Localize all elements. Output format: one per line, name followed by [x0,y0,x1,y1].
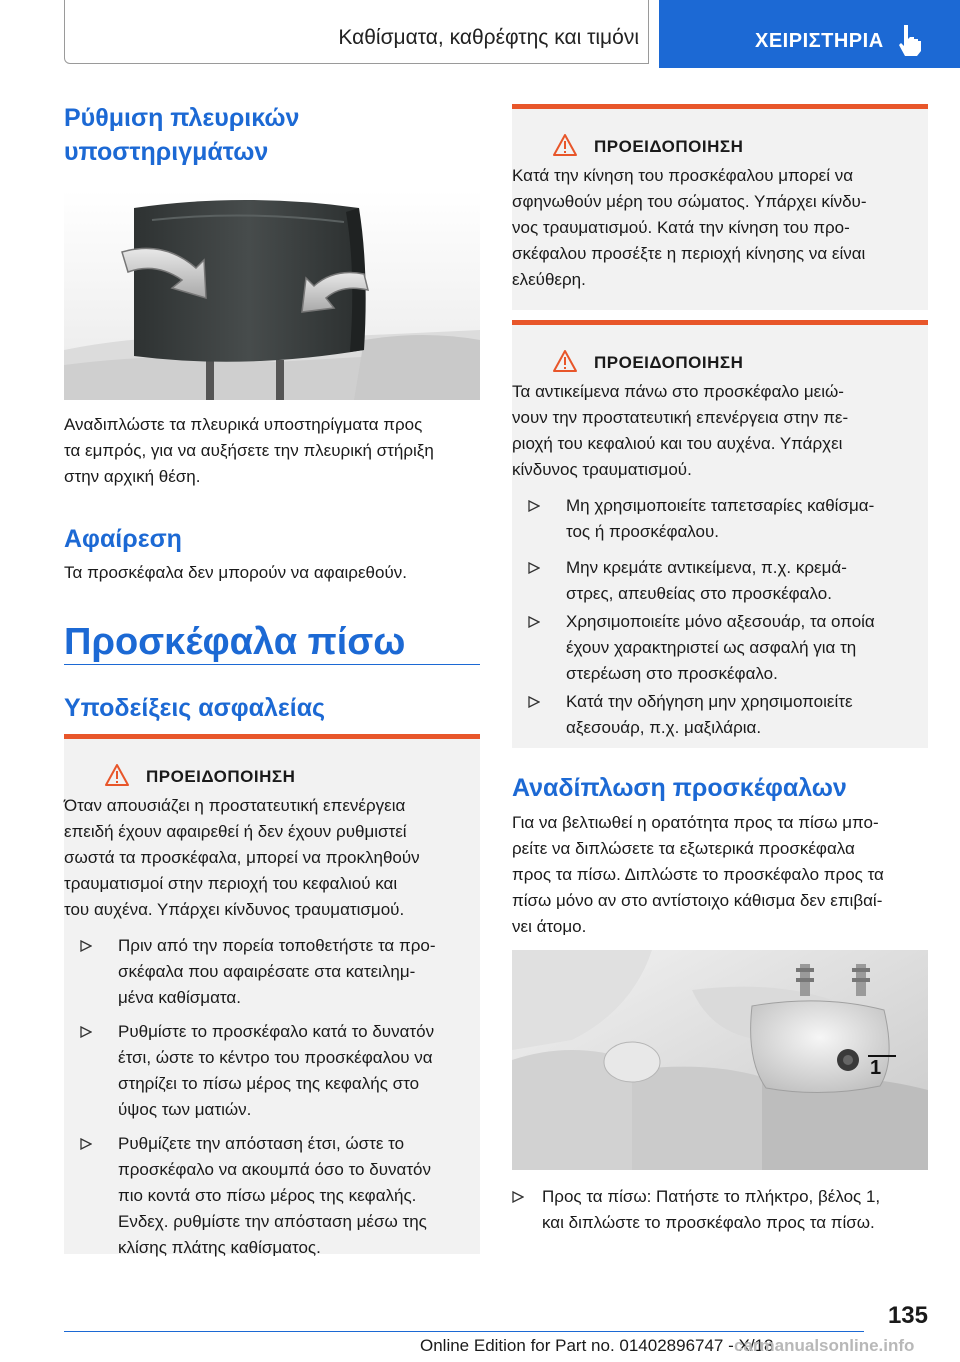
hand-pointer-icon [895,23,925,57]
warning-line-3: νος τραυματισμού. Κατά την κίνηση του προ- [512,218,850,237]
warning-triangle-icon [552,133,578,157]
folding-text-5: νει άτομο. [512,917,587,936]
list-item: Μη χρησιμοποιείτε ταπετσαρίες καθίσμα- τος ή προσκέφαλου. [528,493,928,547]
folding-text-4: πίσω μόνο αν στο αντίστοιχο κάθισμα δεν επιβαί- [512,891,883,910]
folding-heading: Αναδίπλωση προσκέφαλων [512,774,847,802]
removal-text: Τα προσκέφαλα δεν μπορούν να αφαιρεθούν. [64,563,407,582]
warning-line-1: Όταν απουσιάζει η προστατευτική επενέργεια [64,796,406,815]
bullet-triangle-icon [80,1138,92,1150]
bullet-triangle-icon [528,616,540,628]
side-support-text-3: στην αρχική θέση. [64,467,201,486]
section-title: Καθίσματα, καθρέφτης και τιμόνι [338,26,639,49]
tab-controls-label: ΧΕΙΡΙΣΤΗΡΙΑ [755,30,884,52]
removal-heading: Αφαίρεση [64,525,182,553]
list-item: Πριν από την πορεία τοποθετήστε τα προ- σκέφαλα που αφαιρέσατε στα κατειλημ- μένα καθίσματα. [80,933,480,1013]
warning-line-5: ελεύθερη. [512,270,586,289]
side-support-heading-2: υποστηριγμάτων [64,138,269,166]
list-item: Κατά την οδήγηση μην χρησιμοποιείτε αξεσουάρ, π.χ. μαξιλάρια. [528,689,928,743]
bullet-triangle-icon [528,696,540,708]
warning-line-1: Τα αντικείμενα πάνω στο προσκέφαλο μειώ- [512,382,844,401]
warning-title: ΠΡΟΕΙΔΟΠΟΙΗΣΗ [146,767,296,786]
warning-line-3: ριοχή του κεφαλιού και του αυχένα. Υπάρχει [512,434,843,453]
warning-line-2: σφηνωθούν μέρη του σώματος. Υπάρχει κίνδυ- [512,192,867,211]
warning-line-2: νουν την προστατευτική επενέργεια στην πε- [512,408,849,427]
list-item: Προς τα πίσω: Πατήστε το πλήκτρο, βέλος 1, και διπλώστε το προσκέφαλο προς τα πίσω. [512,1184,928,1238]
side-support-text-2: τα εμπρός, για να αυξήσετε την πλευρική στήριξη [64,441,434,460]
warning-title: ΠΡΟΕΙΔΟΠΟΙΗΣΗ [594,137,744,156]
list-item: Ρυθμίστε το προσκέφαλο κατά το δυνατόν έτσι, ώστε το κέντρο του προσκέφαλου να στηρίζει το πίσω μέρος της κεφαλής στο ύψος των ματιών. [80,1019,480,1125]
bullet-triangle-icon [528,500,540,512]
warning-line-4: τραυματισμοί στην περιοχή του κεφαλιού και [64,874,398,893]
warning-triangle-icon [104,763,130,787]
safety-warning-box [64,734,480,1257]
movement-warning-box [512,104,928,310]
warning-triangle-icon [552,349,578,373]
watermark: carmanualsonline.info [734,1336,915,1355]
bullet-triangle-icon [512,1191,524,1203]
warning-title: ΠΡΟΕΙΔΟΠΟΙΗΣΗ [594,353,744,372]
footer-rule [64,1331,864,1332]
warning-line-4: κίνδυνος τραυματισμού. [512,460,692,479]
warning-line-4: σκέφαλου προσέξτε η περιοχή κίνησης να είναι [512,244,866,263]
folding-text-2: ρείτε να διπλώσετε τα εξωτερικά προσκέφαλα [512,839,855,858]
side-support-text-1: Αναδιπλώστε τα πλευρικά υποστηρίγματα προς [64,415,423,434]
bullet-triangle-icon [80,940,92,952]
heading-rule [64,664,480,665]
rear-headrests-heading: Προσκέφαλα πίσω [64,621,406,663]
headrest-fold-button-image [512,950,928,1170]
list-item: Μην κρεμάτε αντικείμενα, π.χ. κρεμά- στρες, απευθείας στο προσκέφαλο. [528,555,928,609]
warning-line-1: Κατά την κίνηση του προσκέφαλου μπορεί να [512,166,854,185]
headrest-side-supports-image [64,190,480,400]
folding-text-3: προς τα πίσω. Διπλώστε το προσκέφαλο προς τα [512,865,884,884]
warning-line-3: σωστά τα προσκέφαλα, μπορεί να προκληθούν [64,848,420,867]
callout-1: 1 [870,1057,882,1079]
warning-line-2: επειδή έχουν αφαιρεθεί ή δεν έχουν ρυθμιστεί [64,822,407,841]
tab-controls[interactable] [659,0,960,68]
objects-warning-box [512,320,928,748]
side-support-heading-1: Ρύθμιση πλευρικών [64,104,300,132]
bullet-triangle-icon [80,1026,92,1038]
page-number: 135 [887,1302,928,1329]
safety-heading: Υποδείξεις ασφαλείας [64,694,326,722]
warning-line-5: του αυχένα. Υπάρχει κίνδυνος τραυματισμού. [64,900,405,919]
bullet-triangle-icon [528,562,540,574]
list-item: Ρυθμίζετε την απόσταση έτσι, ώστε το προσκέφαλο να ακουμπά όσο το δυνατόν πιο κοντά στο πίσω μέρος της κεφαλής. Ενδεχ. ρυθμίστε την απόσταση μέσω της κλίσης πλάτης καθίσματος. [80,1131,480,1263]
edition-text: Online Edition for Part no. 01402896747 - X/18 [420,1336,774,1355]
list-item: Χρησιμοποιείτε μόνο αξεσουάρ, τα οποία έχουν χαρακτηριστεί ως ασφαλή για τη στερέωση στο προσκέφαλο. [528,609,928,689]
folding-text-1: Για να βελτιωθεί η ορατότητα προς τα πίσω μπο- [512,813,879,832]
